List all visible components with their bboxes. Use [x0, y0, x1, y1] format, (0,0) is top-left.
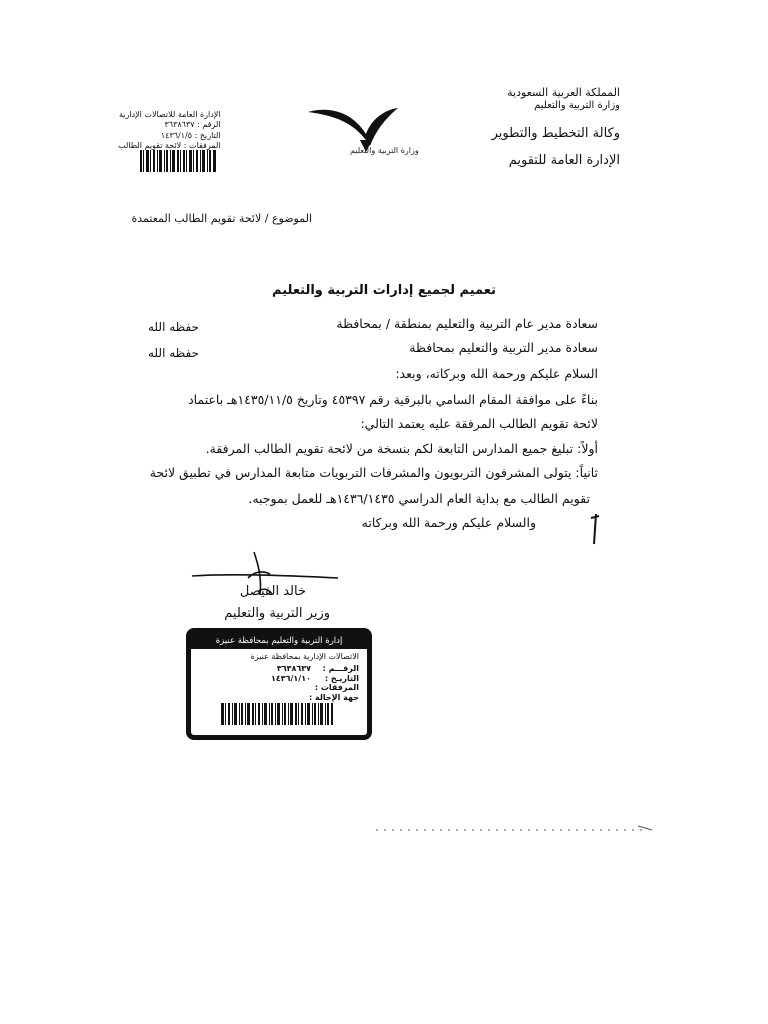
ministry-name: وزارة التربية والتعليم [534, 99, 620, 111]
signatory-title: وزير التربية والتعليم [224, 606, 330, 621]
stamp-barcode-icon [221, 703, 333, 725]
ref-number-value: ٣٦٣٨٦٣٧ [164, 120, 195, 130]
ref-date-label: التاريخ [199, 130, 221, 140]
stamp-fields [271, 664, 359, 702]
stamp-number-value: ٣٦٣٨٦٣٧ [276, 664, 311, 673]
stamp-number-row [271, 664, 359, 674]
addressee-director: سعادة مدير التربية والتعليم بمحافظة [409, 340, 598, 355]
circular-title: تعميم لجميع إدارات التربية والتعليم [272, 283, 496, 298]
directive-first: أولاً: تبليغ جميع المدارس التابعة لكم بنسخة من لائحة تقويم الطالب المرفقة. [205, 441, 598, 456]
department-name: الإدارة العامة للتقويم [508, 152, 620, 168]
office-name: الإدارة العامة للاتصالات الإدارية [118, 110, 221, 119]
stamp-date-label: التاريـخ : [324, 673, 359, 683]
prayer-2: حفظه الله [148, 346, 199, 360]
stamp-header: إدارة التربية والتعليم بمحافظة عنيزة [191, 633, 367, 649]
barcode-icon [140, 150, 216, 172]
stamp-referral-row [271, 693, 359, 703]
ref-date-row: التاريخ : ١٤٣٦/١/٥ [160, 130, 221, 140]
stamp-attachments-label: المرفقات : [314, 683, 359, 692]
logo-caption: وزارة التربية والتعليم [350, 146, 419, 155]
stamp-referral-label: جهة الإحالة : [309, 692, 359, 702]
letterhead-right [492, 86, 620, 169]
stamp-number-label: الرقـــم : [322, 664, 359, 673]
letterhead-left [118, 110, 221, 152]
directive-second: ثانياً: يتولى المشرفون التربويون والمشرفات التربويات متابعة المدارس في تطبيق لائحة [149, 465, 598, 480]
closing: والسلام عليكم ورحمة الله وبركاته [361, 515, 536, 530]
ref-attachments-row: المرفقات : لائحة تقويم الطالب [118, 141, 221, 151]
addressee-general-director: سعادة مدير عام التربية والتعليم بمنطقة / بمحافظة [336, 316, 598, 331]
handwritten-mark-icon [588, 512, 602, 546]
body-paragraph-line-1: بناءً على موافقة المقام السامي بالبرقية رقم ٤٥٣٩٧ وتاريخ ١٤٣٥/١١/٥هـ باعتماد [188, 392, 598, 407]
ref-attachments-label: المرفقات [189, 141, 221, 151]
directive-second-continued: تقويم الطالب مع بداية العام الدراسي ١٤٣٦/١٤٣٥هـ للعمل بموجبه. [248, 491, 590, 506]
agency-name: وكالة التخطيط والتطوير [491, 126, 620, 142]
stamp-subheader: الاتصالات الإدارية بمحافظة عنيزة [250, 652, 359, 661]
prayer-1: حفظه الله [148, 320, 199, 334]
ministry-logo [300, 100, 440, 170]
signatory-name: خالد الفيصل [239, 584, 306, 599]
subject-line: الموضوع / لائحة تقويم الطالب المعتمدة [131, 212, 312, 225]
greeting: السلام عليكم ورحمة الله وبركاته، وبعد: [395, 366, 598, 381]
footer-rule [376, 824, 654, 834]
country-name: المملكة العربية السعودية [507, 86, 620, 99]
stamp-date-value: ١٤٣٦/١/١٠ [270, 673, 311, 683]
stamp-date-row [271, 674, 359, 684]
ref-date-value: ١٤٣٦/١/٥ [160, 130, 193, 140]
stamp-attachments-row [271, 683, 359, 693]
body-paragraph-line-2: لائحة تقويم الطالب المرفقة عليه يعتمد التالي: [360, 416, 598, 431]
incoming-stamp [186, 628, 372, 740]
ref-number-label: الرقم [202, 120, 221, 130]
ref-attachments-value: لائحة تقويم الطالب [118, 141, 182, 151]
ref-number-row: الرقم : ٣٦٣٨٦٣٧ [164, 120, 221, 130]
